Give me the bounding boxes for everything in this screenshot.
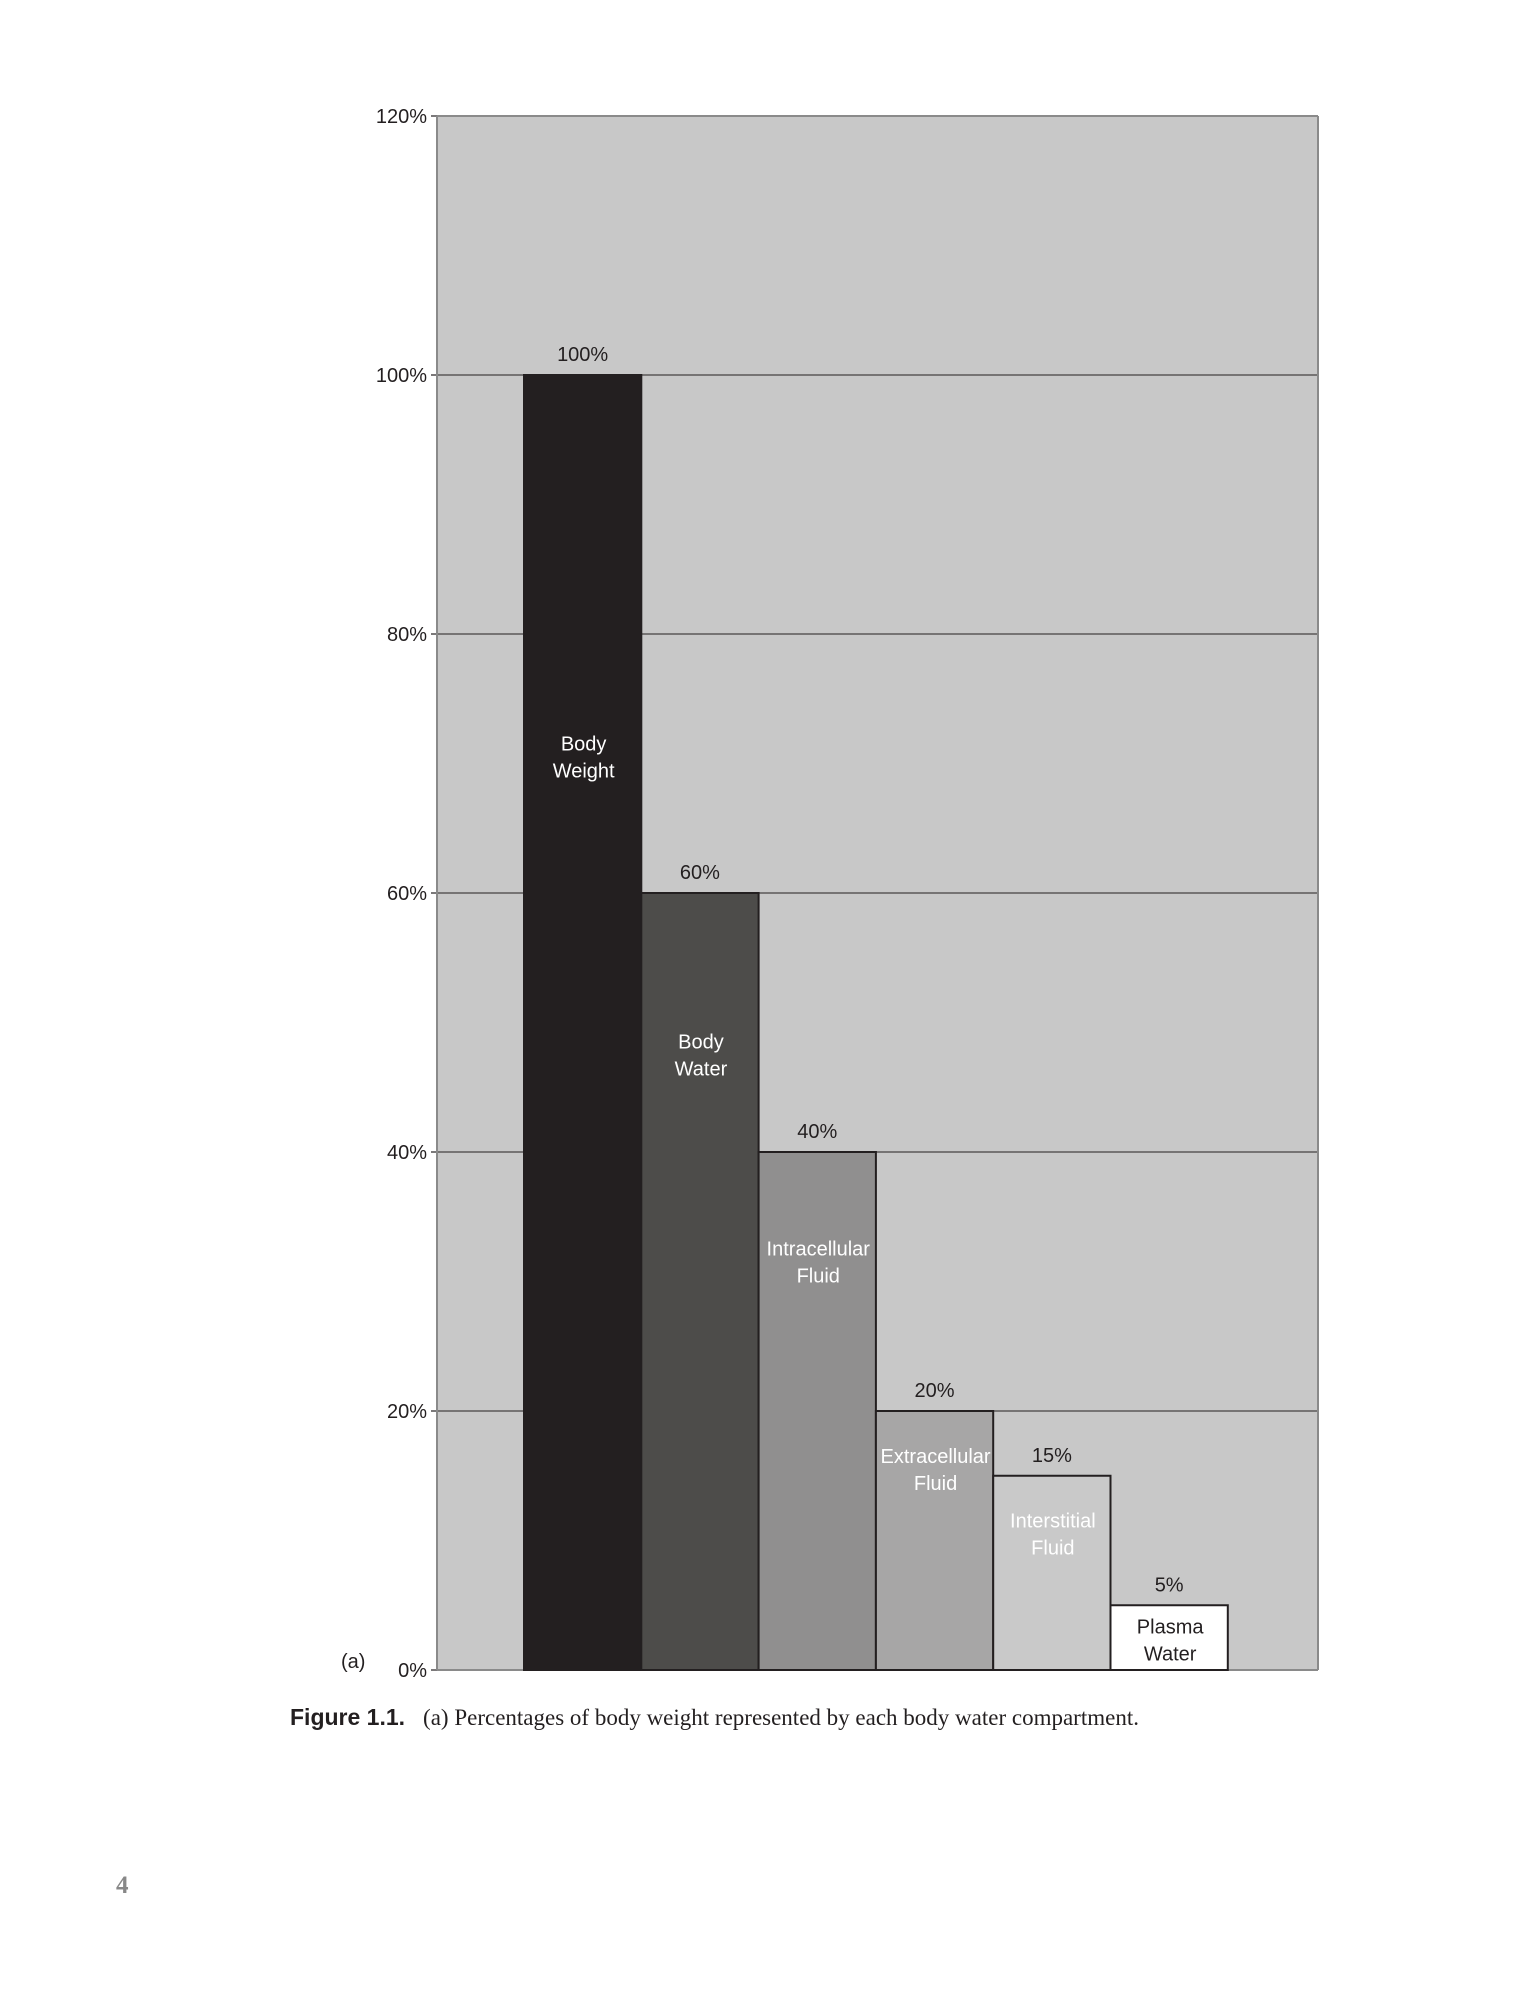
bar xyxy=(759,1152,876,1670)
bar-category-label: Water xyxy=(1143,1643,1197,1666)
y-tick-label: 60% xyxy=(386,883,427,905)
y-tick-label: 80% xyxy=(386,624,427,646)
bar xyxy=(524,375,641,1670)
bar xyxy=(641,893,758,1670)
bar-category-label: Intracellular xyxy=(766,1238,870,1261)
bar-category-label: Fluid xyxy=(913,1472,958,1495)
bar-category-label: Body xyxy=(560,733,607,756)
bar-value-label: 15% xyxy=(1031,1444,1072,1467)
page-number: 4 xyxy=(116,1872,129,1899)
bar-value-label: 20% xyxy=(914,1380,955,1402)
bar-category-label: Interstitial xyxy=(1010,1510,1096,1533)
y-tick-label: 100% xyxy=(375,365,427,387)
bar-category-label: Extracellular xyxy=(880,1445,991,1468)
y-tick-label: 20% xyxy=(386,1401,427,1423)
y-tick-label: 0% xyxy=(398,1660,427,1682)
bar-category-label: Fluid xyxy=(1031,1537,1075,1560)
figure-caption-label: Figure 1.1. xyxy=(290,1704,406,1730)
y-tick-label: 120% xyxy=(375,106,427,128)
bar-category-label: Body xyxy=(678,1031,724,1054)
panel-label: (a) xyxy=(341,1651,366,1673)
bar-value-label: 5% xyxy=(1154,1574,1184,1597)
bar xyxy=(993,1476,1110,1670)
bar-category-label: Weight xyxy=(552,760,615,783)
figure-caption-text: (a) Percentages of body weight represented by each body water compartment. xyxy=(423,1705,1139,1730)
figure-caption xyxy=(290,1704,1290,1731)
bar-value-label: 100% xyxy=(557,344,609,366)
bar-value-label: 40% xyxy=(797,1121,838,1143)
bar-category-label: Fluid xyxy=(796,1265,840,1288)
bar-category-label: Plasma xyxy=(1136,1616,1204,1639)
y-tick-label: 40% xyxy=(386,1142,427,1164)
bar-category-label: Water xyxy=(674,1058,728,1081)
bar-value-label: 60% xyxy=(679,862,720,884)
